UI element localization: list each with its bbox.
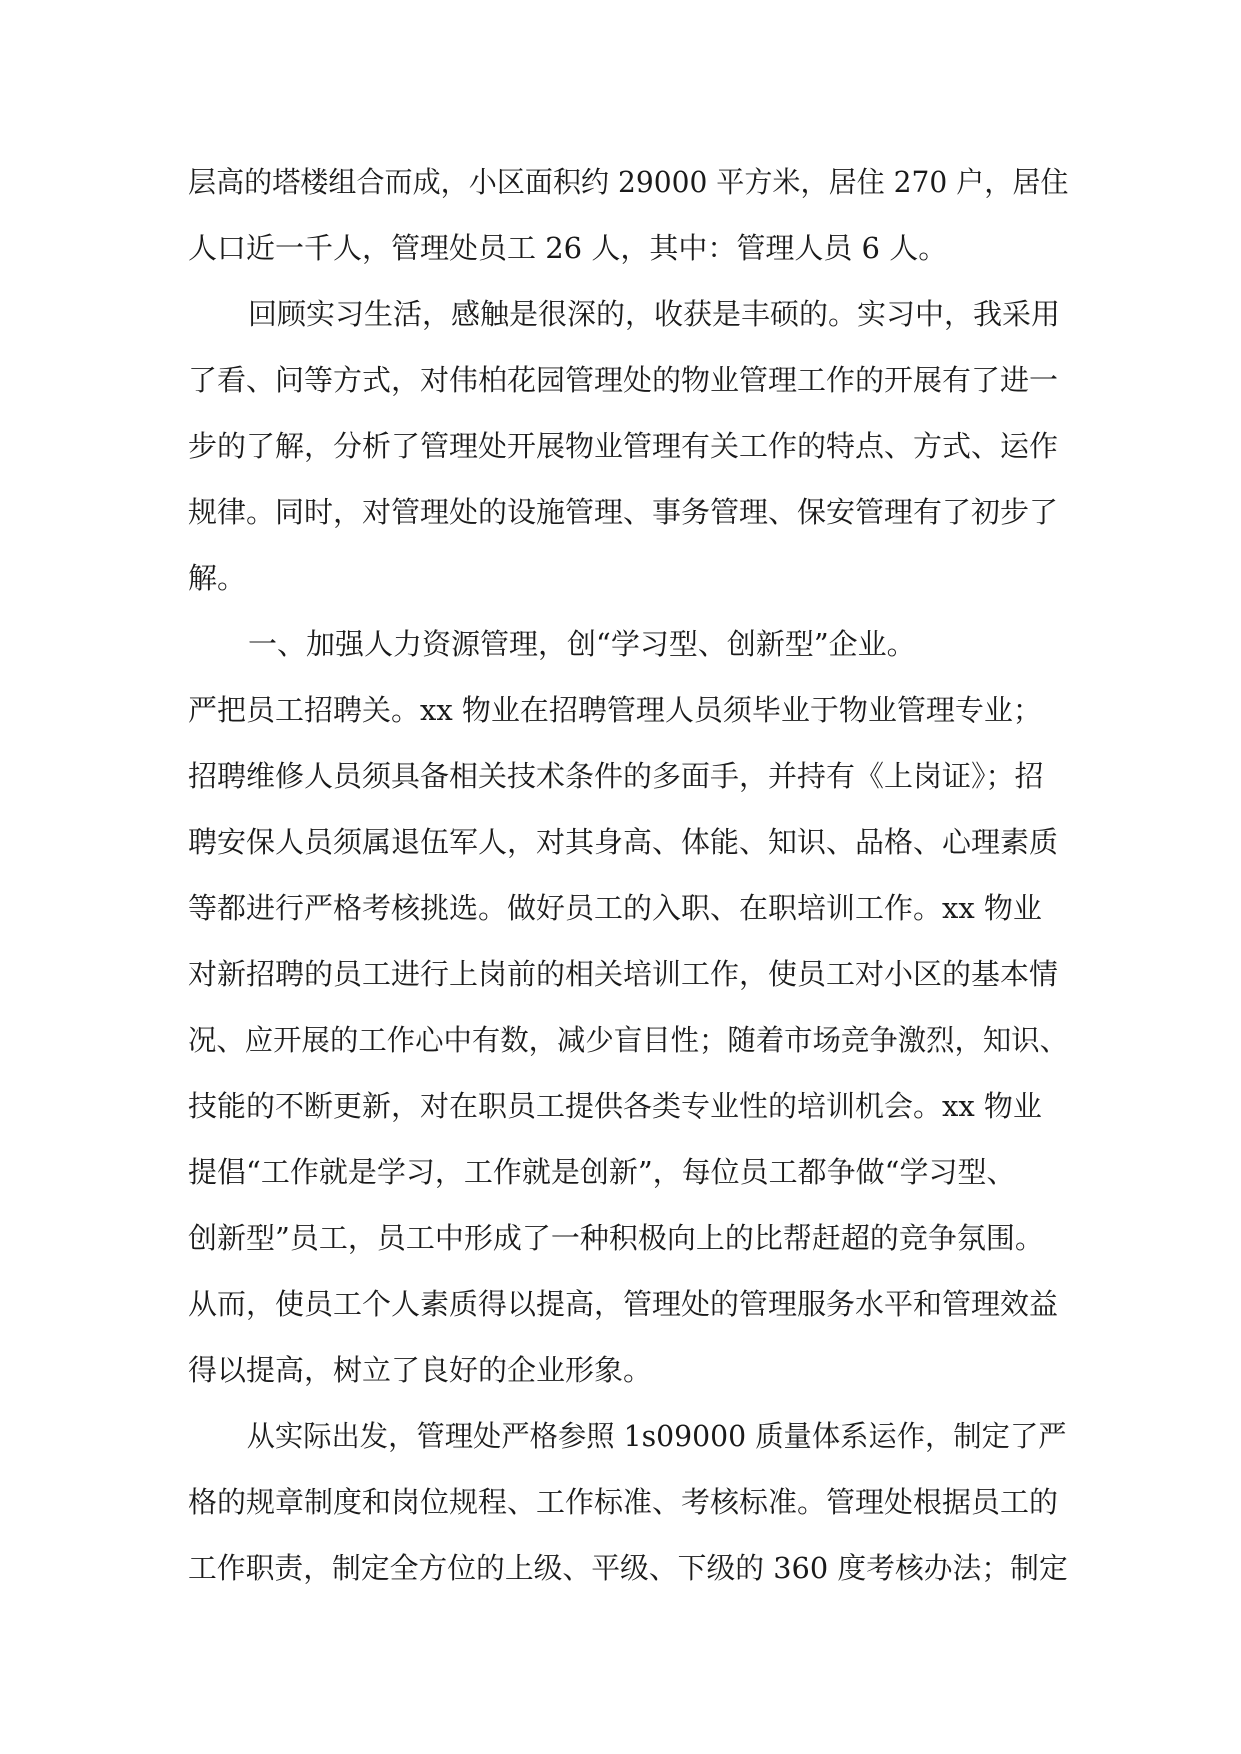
text-line: 严把员工招聘关。xx 物业在招聘管理人员须毕业于物业管理专业； (188, 693, 1042, 727)
text-line: 聘安保人员须属退伍军人，对其身高、体能、知识、品格、心理素质 (188, 825, 1059, 859)
section-heading: 一、加强人力资源管理，创“学习型、创新型”企业。 (248, 627, 916, 661)
text-line: 对新招聘的员工进行上岗前的相关培训工作，使员工对小区的基本情 (188, 957, 1059, 991)
text-line: 等都进行严格考核挑选。做好员工的入职、在职培训工作。xx 物业 (188, 891, 1042, 925)
text-line: 人口近一千人，管理处员工 26 人，其中：管理人员 6 人。 (188, 231, 948, 265)
text-line: 解。 (188, 561, 247, 595)
text-line: 从而，使员工个人素质得以提高，管理处的管理服务水平和管理效益 (188, 1287, 1059, 1321)
text-line: 技能的不断更新，对在职员工提供各类专业性的培训机会。xx 物业 (188, 1089, 1042, 1123)
paragraph-start-line: 回顾实习生活，感触是很深的，收获是丰硕的。实习中，我采用 (248, 297, 1061, 331)
text-line: 提倡“工作就是学习，工作就是创新”，每位员工都争做“学习型、 (188, 1155, 1016, 1189)
body-text (188, 149, 1068, 1601)
text-line: 创新型”员工，员工中形成了一种积极向上的比帮赶超的竞争氛围。 (188, 1221, 1044, 1255)
text-line: 了看、问等方式，对伟柏花园管理处的物业管理工作的开展有了进一 (188, 363, 1059, 397)
text-line: 招聘维修人员须具备相关技术条件的多面手，并持有《上岗证》；招 (188, 759, 1044, 793)
text-line: 格的规章制度和岗位规程、工作标准、考核标准。管理处根据员工的 (188, 1485, 1059, 1519)
paragraph-start-line: 从实际出发，管理处严格参照 1s09000 质量体系运作，制定了严 (246, 1419, 1067, 1453)
text-line: 层高的塔楼组合而成，小区面积约 29000 平方米，居住 270 户，居住 (188, 165, 1069, 199)
text-line: 况、应开展的工作心中有数，减少盲目性；随着市场竞争激烈，知识、 (188, 1023, 1069, 1057)
text-line: 工作职责，制定全方位的上级、平级、下级的 360 度考核办法；制定 (188, 1551, 1068, 1585)
text-line: 得以提高，树立了良好的企业形象。 (188, 1353, 653, 1387)
text-line: 规律。同时，对管理处的设施管理、事务管理、保安管理有了初步了 (188, 495, 1059, 529)
text-line: 步的了解，分析了管理处开展物业管理有关工作的特点、方式、运作 (188, 429, 1059, 463)
